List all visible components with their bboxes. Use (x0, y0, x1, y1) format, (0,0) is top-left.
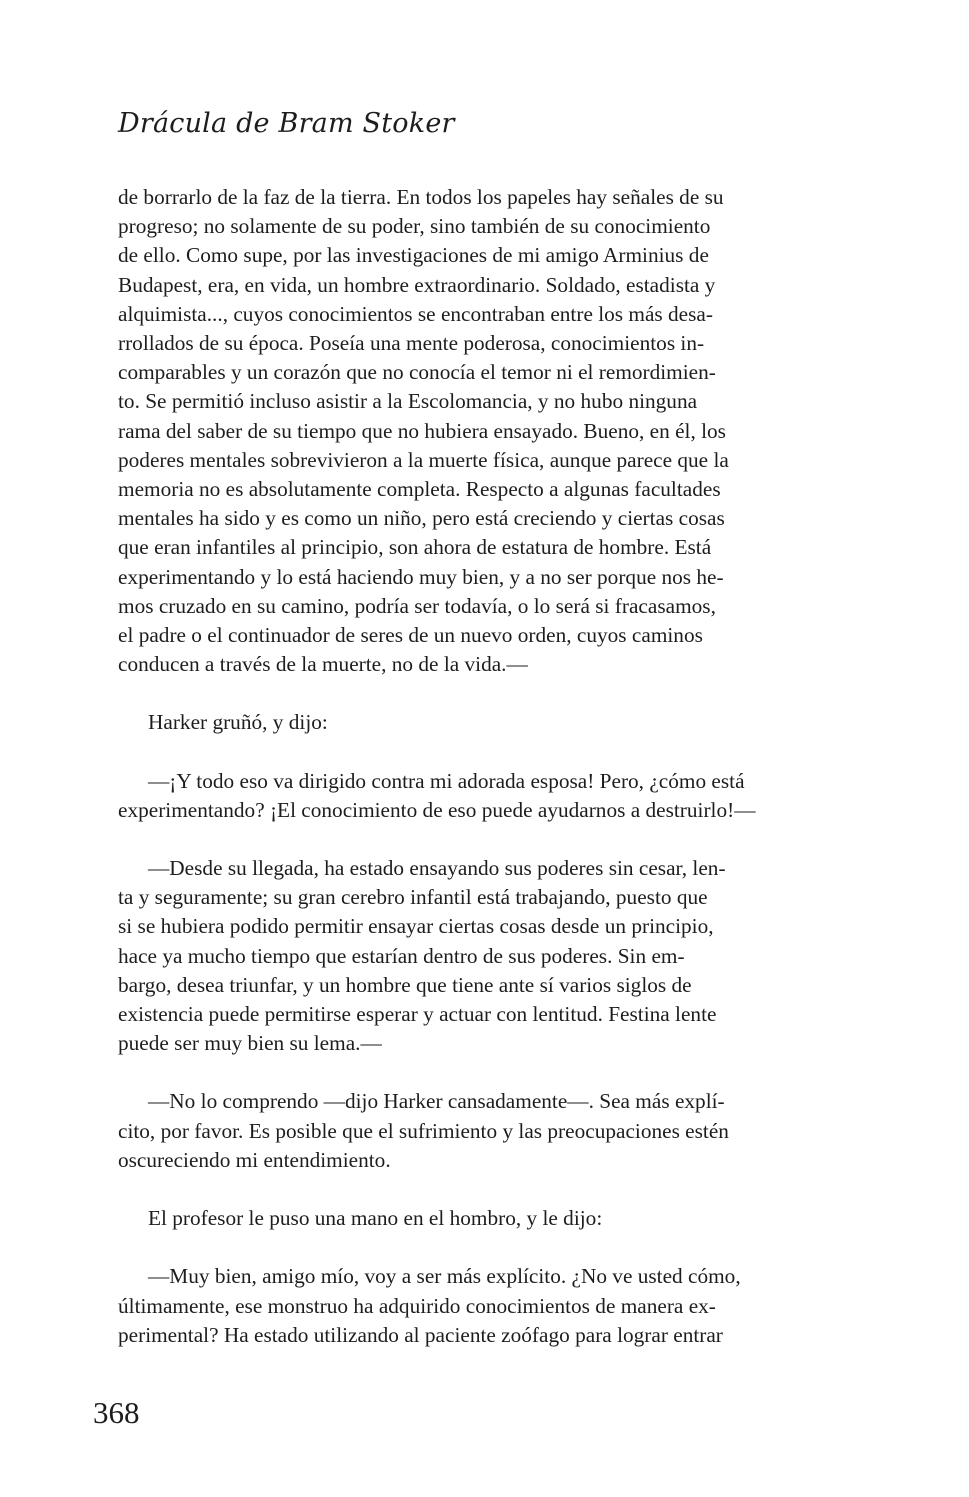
paragraph-gap (118, 825, 808, 854)
page-number: 368 (93, 1395, 140, 1430)
paragraph-since-arrival: —Desde su llegada, ha estado ensayando sus poderes sin cesar, len- ta y seguramente; su gran cerebro infantil está trabajando, puesto que si se hubiera podido permitir ensayar ciertas cosas desde un principio, hace ya mucho tiempo que estarían dentro de sus poderes. Sin em- bargo, desea triunfar, y un hombre que tiene ante sí varios siglos de existencia puede permitirse esperar y actuar con lentitud. Festina lente puede ser muy bien su lema.— (118, 856, 726, 1056)
paragraph-harker-grunts: Harker gruñó, y dijo: (148, 710, 328, 735)
paragraph-very-well: —Muy bien, amigo mío, voy a ser más explícito. ¿No ve usted cómo, últimamente, ese monstruo ha adquirido conocimientos de manera ex- perimental? Ha estado utilizando al paciente zoófago para lograr entrar (118, 1264, 741, 1347)
paragraph-harker-exclaims: —¡Y todo eso va dirigido contra mi adorada esposa! Pero, ¿cómo está experimentando? ¡El conocimiento de eso puede ayudarnos a destruirlo!— (118, 768, 756, 822)
paragraph-gap (118, 738, 808, 767)
paragraph-gap (118, 679, 808, 708)
body-text (118, 183, 808, 1350)
paragraph-gap (118, 1175, 808, 1204)
paragraph-gap (118, 1058, 808, 1087)
paragraph-continuation: de borrarlo de la faz de la tierra. En todos los papeles hay señales de su progreso; no solamente de su poder, sino también de su conocimiento de ello. Como supe, por las investigaciones de mi amigo Arminius de Budapest, era, en vida, un hombre extraordinario. Soldado, estadista y alquimista..., cuyos conocimientos se encontraban entre los más desa- rrollados de su época. Poseía una mente poderosa, conocimientos in- comparables y un corazón que no conocía el temor ni el remordimien- to. Se permitió incluso asistir a la Escolomancia, y no hubo ninguna rama del saber de su tiempo que no hubiera ensayado. Bueno, en él, los poderes mentales sobrevivieron a la muerte física, aunque parece que la memoria no es absolutamente completa. Respecto a algunas facultades mentales ha sido y es como un niño, pero está creciendo y ciertas cosas que eran infantiles al principio, son ahora de estatura de hombre. Está experimentando y lo está haciendo muy bien, y a no ser porque nos he- mos cruzado en su camino, podría ser todavía, o lo será si fracasamos, el padre o el continuador de seres de un nuevo orden, cuyos caminos conducen a través de la muerte, no de la vida.— (118, 185, 729, 677)
paragraph-professor-hand: El profesor le puso una mano en el hombro, y le dijo: (148, 1206, 603, 1231)
paragraph-not-understand: —No lo comprendo —dijo Harker cansadamente—. Sea más explí- cito, por favor. Es posible que el sufrimiento y las preocupaciones estén oscureciendo mi entendimiento. (118, 1089, 729, 1172)
paragraph-gap (118, 1233, 808, 1262)
running-title: Drácula de Bram Stoker (118, 108, 455, 139)
